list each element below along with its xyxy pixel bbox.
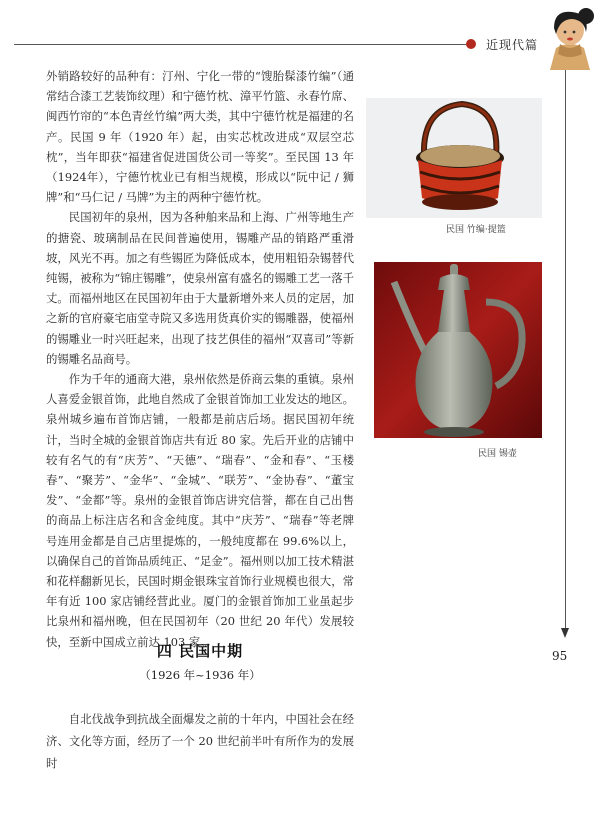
paragraph: 外销路较好的品种有：汀州、宁化一带的“馊胎髹漆竹编”（通常结合漆工艺装饰纹理）和宁德竹枕、漳平竹篮、永春竹席、闽西竹帘的“本色青丝竹编”两大类，其中宁德竹枕是福建的名产。民国 9 年（1920 年）起，由实芯枕改进成“双层空芯枕”，当年即获“福建省促进国货公司一等奖”。至民国 13 年（1924年），宁德竹枕业已有相当规模，形成以“阮中记 / 狮牌”和“马仁记 / 马牌”为主的两种宁德竹枕。 [46, 69, 354, 205]
figure-caption: 民国 竹编·提篮 [446, 225, 506, 235]
section-body-text [46, 708, 354, 774]
section-heading: 四 民国中期 [156, 642, 244, 660]
pewter-pot-photo [374, 262, 542, 438]
section-subheading: （1926 年~1936 年） [139, 668, 261, 682]
figurine-icon [540, 4, 600, 70]
paragraph: 作为千年的通商大港，泉州依然是侨商云集的重镇。泉州人喜爱金银首饰，此地自然成了金银首饰加工业发达的地区。泉州城乡遍布首饰店铺，一般都是前店后场。据民国初年统计，当时全城的金银首饰店共有近 80 家。先后开业的店铺中较有名气的有“庆芳”、“天德”、“瑞春”、“金和春”、“玉楼春”、“聚芳”、“金华”、“金城”、“联芳”、“金协春”、“董宝发”、“金都”等。泉州的金银首饰店讲究信誉，都在自己出售的商品上标注店名和含金纯度。其中“庆芳”、“瑞春”等老牌号连用金都是自己店里提炼的，一般纯度都在 99.6%以上，以确保自己的首饰品质纯正、“足金”。福州则以加工技术精湛和花样翻新见长，民国时期金银珠宝首饰行业规模也很大，常年有近 100 家店铺经营此业。厦门的金银首饰加工业虽起步比泉州和福州晚，但在民国初年（20 世纪 20 年代）发展较快，至新中国成立前达 103 家。 [46, 372, 354, 649]
bamboo-basket-photo [366, 98, 542, 218]
body-text [46, 66, 354, 652]
figure-caption: 民国 锡壶 [478, 449, 517, 459]
page-number: 95 [552, 649, 568, 663]
header-dot-icon [466, 39, 476, 49]
margin-arrow-icon [561, 628, 569, 638]
paragraph: 自北伐战争到抗战全面爆发之前的十年内，中国社会在经济、文化等方面，经历了一个 20 世纪前半叶有所作为的发展时 [46, 712, 354, 770]
margin-rule [565, 70, 566, 630]
paragraph: 民国初年的泉州，因为各种舶来品和上海、广州等地生产的搪瓷、玻璃制品在民间普遍使用，锡雕产品的销路严重滑坡，风光不再。加之有些锡匠为降低成本，使用粗铅杂锡替代纯锡，被称为“锦庄锡雕”，使泉州富有盛名的锡雕工艺一落千丈。而福州地区在民国初年由于大量新增外来人员的定居，加之新的官府豪宅庙堂寺院又多选用货真价实的锡雕器，使福州的锡雕业一时兴旺起来，出现了技艺俱佳的福州“双喜司”等新的锡雕名品商号。 [46, 210, 354, 366]
header-rule [14, 44, 466, 45]
running-section-title: 近现代篇 [486, 38, 539, 52]
